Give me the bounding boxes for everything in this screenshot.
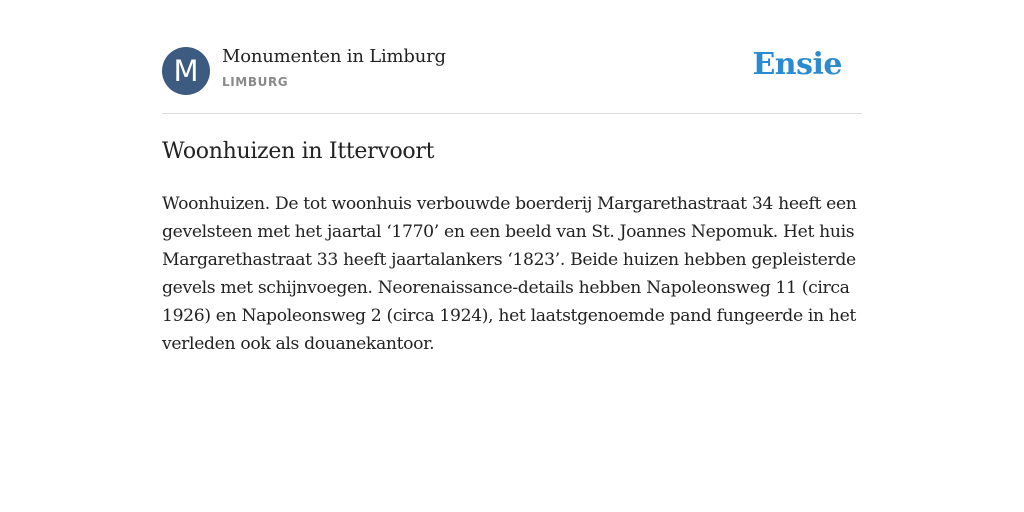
source-region: LIMBURG [222,75,289,89]
ensie-logo[interactable]: Ensie [752,47,842,82]
article-header [162,0,862,114]
source-name[interactable]: Monumenten in Limburg [222,46,446,67]
source-avatar: M [162,47,210,95]
article-body: Woonhuizen. De tot woonhuis verbouwde boerderij Margarethastraat 34 heeft een gevelsteen met het jaartal ‘1770’ en een beeld van St. Joannes Nepomuk. Het huis Margarethastraat 33 heeft jaartalankers ‘1823’. Beide huizen hebben gepleisterde gevels met schijnvoegen. Neorenaissance-details hebben Napoleonsweg 11 (circa 1926) en Napoleonsweg 2 (circa 1924), het laatstgenoemde pand fungeerde in het verleden ook als douanekantoor. [162,194,857,354]
article-card [162,0,862,354]
article-title: Woonhuizen in Ittervoort [162,139,435,164]
